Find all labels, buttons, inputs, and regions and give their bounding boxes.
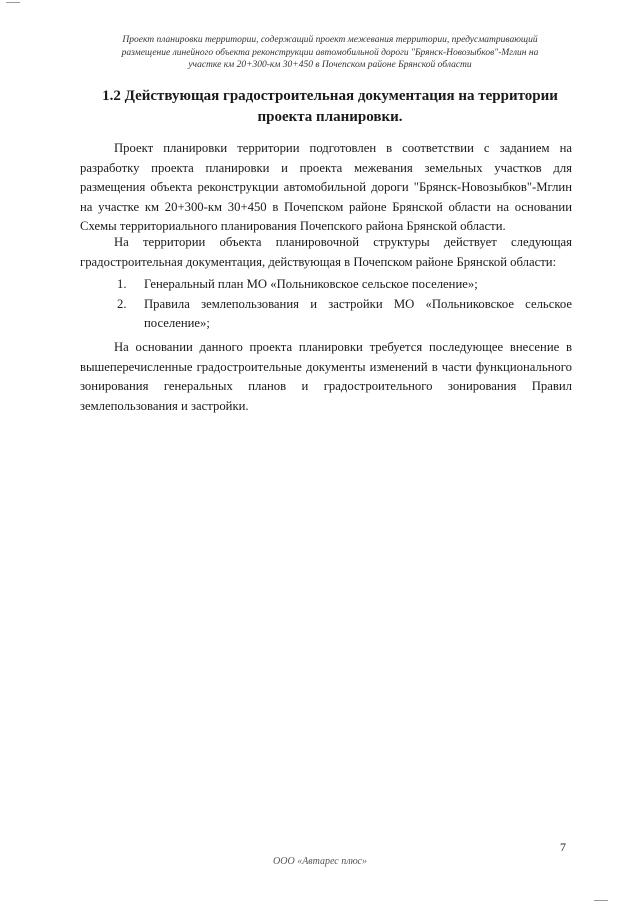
page-number: 7: [560, 840, 566, 854]
paragraph: На территории объекта планировочной структуры действует следующая градостроительная документация, действующая в Почепском районе Брянской области:: [80, 235, 572, 269]
list-item-text: Правила землепользования и застройки МО «Польниковское сельское поселение»;: [144, 296, 572, 330]
scan-artifact: [6, 2, 20, 3]
header-line: Проект планировки территории, содержащий проект межевания территории, предусматривающий: [122, 35, 538, 45]
list-item-number: 1.: [117, 277, 127, 291]
list-item-number: 2.: [117, 296, 127, 311]
footer: ООО «Автарес плюс»: [273, 856, 367, 867]
list-item-text: Генеральный план МО «Польниковское сельское поселение»;: [144, 277, 478, 291]
section-heading-line: 1.2 Действующая градостроительная документация на территории: [102, 88, 558, 104]
paragraph: На основании данного проекта планировки требуется последующее внесение в вышеперечисленные градостроительные документы изменений в части функционального зонирования генеральных планов и градостроительного зонирования Правил землепользования и застройки.: [80, 340, 572, 413]
document-list: [80, 275, 572, 334]
section-heading-line: проекта планировки.: [257, 109, 403, 125]
running-header: [80, 34, 580, 72]
header-line: размещение линейного объекта реконструкции автомобильной дороги "Брянск-Новозыбков"-Мглин на: [121, 47, 539, 58]
list-item: [80, 295, 572, 334]
paragraph: Проект планировки территории подготовлен в соответствии с заданием на разработку проекта планировки и проекта межевания земельных участков для размещения объекта реконструкции автомобильной дороги "Брянск-Новозыбков"-Мглин на участке км 20+300-км 30+450 в Почепском районе Брянской области на основании Схемы территориального планирования Почепского района Брянской области.: [80, 141, 572, 233]
header-line: участке км 20+300-км 30+450 в Почепском районе Брянской области: [188, 60, 472, 70]
list-item: [80, 275, 572, 295]
scan-artifact: [594, 900, 608, 901]
section-heading: [80, 86, 580, 128]
